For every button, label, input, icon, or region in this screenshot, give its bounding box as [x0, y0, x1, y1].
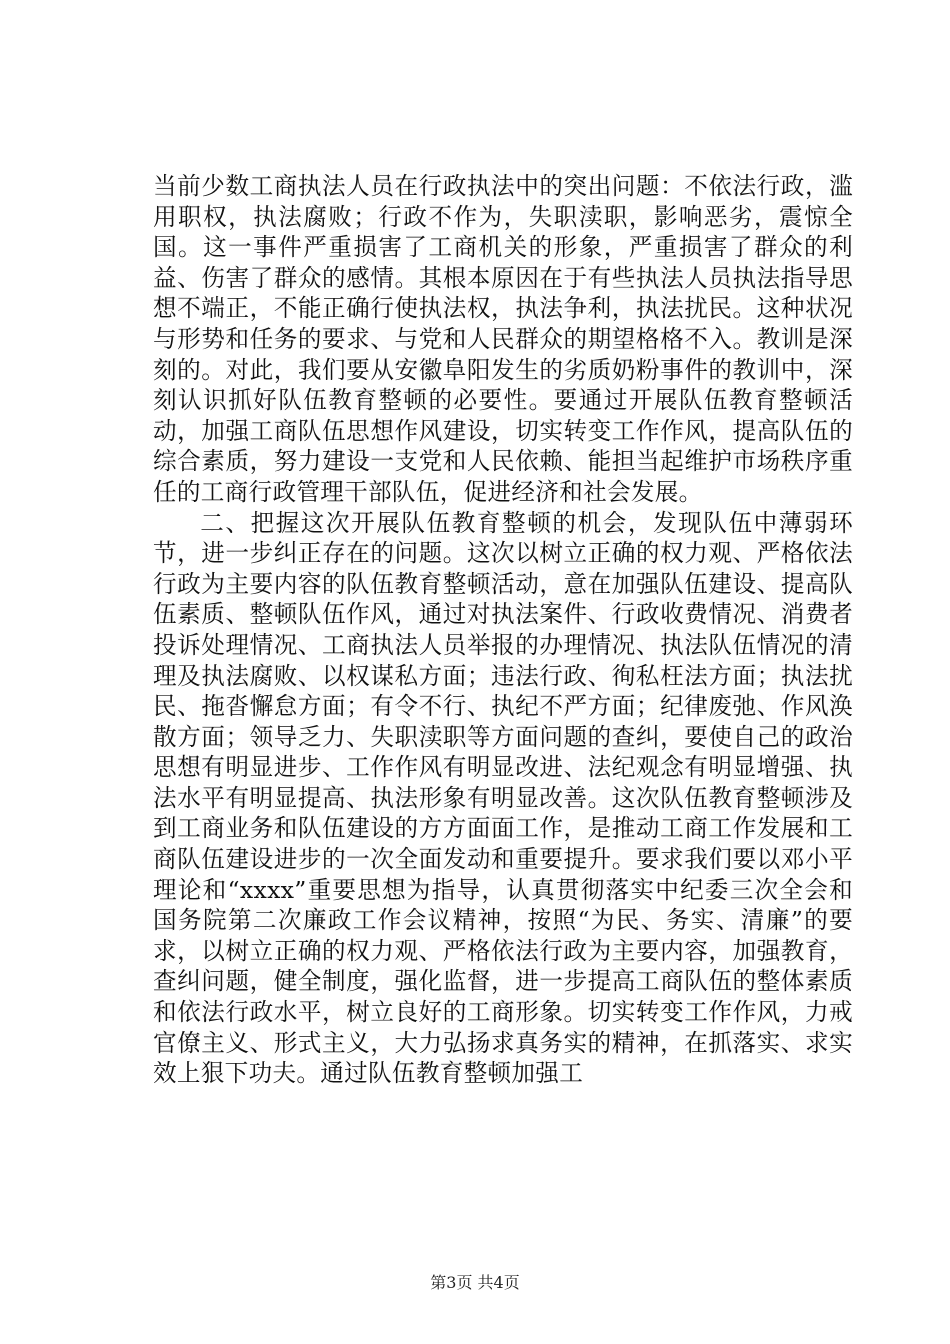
page-footer: 第3页 共4页 [430, 1273, 520, 1292]
document-body [153, 171, 853, 1089]
paragraph-continued: 当前少数工商执法人员在行政执法中的突出问题：不依法行政，滥用职权，执法腐败；行政不作为，失职渎职，影响恶劣，震惊全国。这一事件严重损害了工商机关的形象，严重损害了群众的利益、伤害了群众的感情。其根本原因在于有些执法人员执法指导思想不端正，不能正确行使执法权，执法争利，执法扰民。这种状况与形势和任务的要求、与党和人民群众的期望格格不入。教训是深刻的。对此，我们要从安徽阜阳发生的劣质奶粉事件的教训中，深刻认识抓好队伍教育整顿的必要性。要通过开展队伍教育整顿活动，加强工商队伍思想作风建设，切实转变工作作风，提高队伍的综合素质，努力建设一支党和人民依赖、能担当起维护市场秩序重任的工商行政管理干部队伍，促进经济和社会发展。 [153, 172, 853, 506]
paragraph-section-two: 二、把握这次开展队伍教育整顿的机会，发现队伍中薄弱环节，进一步纠正存在的问题。这次以树立正确的权力观、严格依法行政为主要内容的队伍教育整顿活动，意在加强队伍建设、提高队伍素质、整顿队伍作风，通过对执法案件、行政收费情况、消费者投诉处理情况、工商执法人员举报的办理情况、执法队伍情况的清理及执法腐败、以权谋私方面；违法行政、徇私枉法方面；执法扰民、拖沓懈怠方面；有令不行、执纪不严方面；纪律废弛、作风涣散方面；领导乏力、失职渎职等方面问题的查纠，要使自己的政治思想有明显进步、工作作风有明显改进、法纪观念有明显增强、执法水平有明显提高、执法形象有明显改善。这次队伍教育整顿涉及到工商业务和队伍建设的方方面面工作，是推动工商工作发展和工商队伍建设进步的一次全面发动和重要提升。要求我们要以邓小平理论和“xxxx”重要思想为指导，认真贯彻落实中纪委三次全会和国务院第二次廉政工作会议精神，按照“为民、务实、清廉”的要求，以树立正确的权力观、严格依法行政为主要内容，加强教育，查纠问题，健全制度，强化监督，进一步提高工商队伍的整体素质和依法行政水平，树立良好的工商形象。切实转变工作作风，力戒官僚主义、形式主义，大力弘扬求真务实的精神，在抓落实、求实效上狠下功夫。通过队伍教育整顿加强工 [153, 508, 853, 1088]
